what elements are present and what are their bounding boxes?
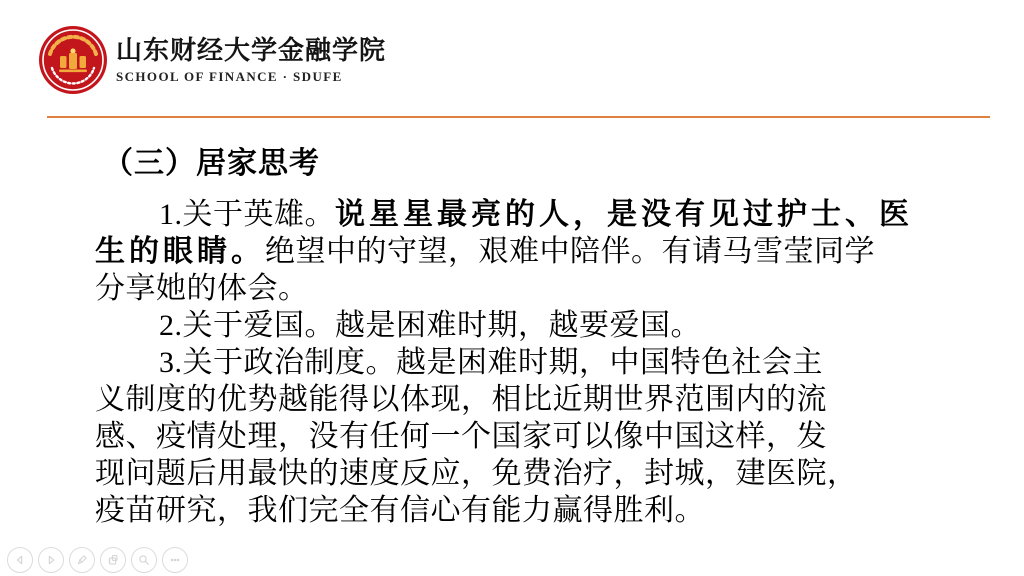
text-run: 分享她的体会。 — [95, 272, 309, 305]
next-slide-button[interactable] — [38, 547, 64, 573]
presenter-toolbar — [7, 547, 188, 573]
text-line — [95, 307, 965, 344]
text-line — [95, 455, 965, 492]
slide-browser-button[interactable] — [100, 547, 126, 573]
slide-title: （三）居家思考 — [103, 147, 320, 180]
text-line — [95, 196, 965, 233]
pen-icon — [74, 552, 90, 568]
header-divider-line — [47, 116, 990, 118]
chevron-left-icon — [12, 552, 28, 568]
slides-icon — [105, 552, 121, 568]
school-name-en: SCHOOL OF FINANCE · SDUFE — [116, 69, 343, 84]
previous-slide-button[interactable] — [7, 547, 33, 573]
bold-text-run: 生的眼睛。 — [95, 235, 265, 268]
text-run: 感、疫情处理，没有任何一个国家可以像中国这样，发 — [95, 420, 827, 453]
more-options-button[interactable] — [162, 547, 188, 573]
school-seal-icon — [37, 24, 109, 96]
chevron-right-icon — [43, 552, 59, 568]
zoom-tool-button[interactable] — [131, 547, 157, 573]
text-run: 2.关于爱国。越是困难时期，越要爱国。 — [159, 309, 701, 342]
text-run: 1.关于英雄。 — [159, 198, 335, 231]
ellipsis-icon — [167, 552, 183, 568]
text-line — [95, 381, 965, 418]
school-name-cn: 山东财经大学金融学院 — [116, 36, 387, 65]
slide-content — [95, 143, 965, 529]
text-run: 绝望中的守望，艰难中陪伴。有请马雪莹同学 — [265, 235, 875, 268]
slide-body — [95, 196, 965, 529]
pen-tool-button[interactable] — [69, 547, 95, 573]
text-line — [95, 492, 965, 529]
bold-text-run: 说星星最亮的人，是没有见过护士、医 — [335, 198, 913, 231]
school-name-block — [116, 35, 386, 85]
text-run: 疫苗研究，我们完全有信心有能力赢得胜利。 — [95, 494, 705, 527]
text-line — [95, 233, 965, 270]
school-logo — [37, 24, 386, 96]
text-line — [95, 344, 965, 381]
text-run: 现问题后用最快的速度反应，免费治疗，封城，建医院， — [95, 457, 858, 490]
text-run: 义制度的优势越能得以体现，相比近期世界范围内的流 — [95, 383, 827, 416]
text-line — [95, 270, 965, 307]
text-line — [95, 418, 965, 455]
text-run: 3.关于政治制度。越是困难时期，中国特色社会主 — [159, 346, 823, 379]
magnifier-icon — [136, 552, 152, 568]
